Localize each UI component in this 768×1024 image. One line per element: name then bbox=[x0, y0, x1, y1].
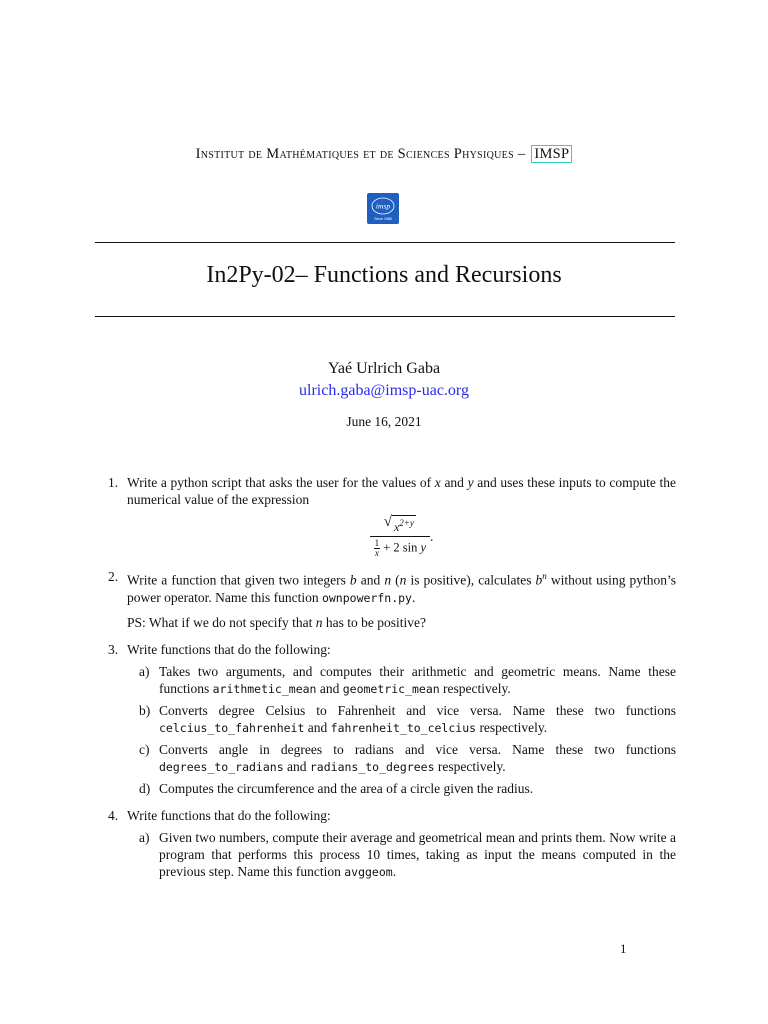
item-number: 2. bbox=[108, 569, 119, 584]
code-snippet: radians_to_degrees bbox=[309, 759, 435, 774]
item-text bbox=[127, 568, 676, 607]
formula-numerator bbox=[380, 514, 420, 536]
math-var: n bbox=[399, 572, 407, 588]
sub-item-d bbox=[127, 780, 676, 797]
institute-header bbox=[0, 146, 768, 163]
text-segment: without using python’s power operator. Name this function bbox=[127, 572, 677, 605]
sub-item-label: a) bbox=[139, 663, 150, 679]
math-var: n bbox=[315, 614, 323, 630]
text-segment: is positive), calculates bbox=[410, 572, 532, 588]
item-text bbox=[127, 474, 676, 508]
text-segment: has to be positive? bbox=[325, 614, 426, 630]
page-title: In2Py-02– Functions and Recursions bbox=[206, 262, 562, 288]
sub-item-text bbox=[159, 741, 676, 776]
imsp-link[interactable]: IMSP bbox=[531, 145, 572, 163]
bottom-rule bbox=[95, 316, 675, 317]
small-frac-den: x bbox=[374, 548, 379, 558]
svg-text:Since 1988: Since 1988 bbox=[374, 217, 392, 221]
sub-item-c bbox=[127, 741, 676, 776]
page-number: 1 bbox=[620, 941, 627, 956]
top-rule bbox=[95, 242, 675, 243]
sub-item-label: c) bbox=[139, 741, 150, 757]
item-number: 4. bbox=[108, 807, 119, 823]
text-segment: Converts angle in degrees to radians and vice versa. Name these two functions bbox=[159, 741, 676, 757]
small-fraction bbox=[374, 539, 381, 558]
code-snippet: ownpowerfn.py bbox=[321, 590, 412, 605]
item-ps-note bbox=[127, 614, 676, 631]
formula-denominator bbox=[370, 536, 430, 558]
sub-item-list bbox=[127, 829, 676, 881]
math-exponent: n bbox=[542, 571, 547, 581]
formula-den-text: + 2 sin bbox=[383, 540, 418, 555]
text-segment: respectively. bbox=[437, 758, 506, 774]
exercise-item-4 bbox=[108, 807, 676, 881]
sub-item-b bbox=[127, 702, 676, 737]
sub-item-a bbox=[127, 663, 676, 698]
code-snippet: geometric_mean bbox=[342, 681, 440, 696]
math-var: b bbox=[349, 572, 357, 588]
text-segment: PS: What if we do not specify that bbox=[127, 614, 313, 630]
sqrt-expression bbox=[384, 515, 416, 534]
text-segment: . bbox=[392, 863, 397, 879]
item-text: Write functions that do the following: bbox=[127, 807, 331, 823]
sub-item-label: a) bbox=[139, 829, 150, 845]
text-segment: and bbox=[307, 719, 328, 735]
formula-exponent: 2+y bbox=[399, 518, 414, 528]
text-segment: and bbox=[319, 680, 340, 696]
math-formula bbox=[127, 514, 676, 558]
institute-name: Institut de Mathématiques et de Sciences Physiques – bbox=[195, 146, 526, 162]
text-segment: . bbox=[411, 589, 416, 605]
sub-item-list bbox=[127, 663, 676, 797]
math-var: x bbox=[434, 475, 441, 490]
text-segment: and bbox=[360, 572, 381, 588]
author-email-row bbox=[0, 382, 768, 400]
math-var: y bbox=[467, 475, 474, 490]
item-number: 1. bbox=[108, 475, 119, 490]
text-segment: and bbox=[444, 475, 464, 490]
sub-item-text bbox=[159, 829, 676, 881]
code-snippet: avggeom bbox=[344, 864, 393, 879]
sqrt-sign: √ bbox=[383, 514, 392, 530]
sub-item-a bbox=[127, 829, 676, 881]
sub-item-text bbox=[159, 702, 676, 737]
formula-trailing-period: . bbox=[430, 528, 434, 544]
document-date: June 16, 2021 bbox=[346, 414, 422, 429]
text-segment: respectively. bbox=[443, 680, 511, 696]
sub-item-label: d) bbox=[139, 780, 151, 796]
item-text: Write functions that do the following: bbox=[127, 641, 331, 657]
exercise-list bbox=[108, 474, 676, 891]
author-name: Yaé Urlrich Gaba bbox=[327, 360, 441, 377]
formula-den-var: y bbox=[420, 540, 427, 555]
small-frac-num: 1 bbox=[374, 538, 380, 548]
sub-item-text bbox=[159, 663, 676, 698]
formula-fraction bbox=[370, 514, 430, 558]
text-segment: ( bbox=[395, 572, 400, 588]
code-snippet: fahrenheit_to_celcius bbox=[330, 720, 477, 735]
text-segment: and uses these inputs to compute the numerical value of the expression bbox=[127, 475, 677, 507]
math-var: n bbox=[384, 572, 392, 588]
code-snippet: degrees_to_radians bbox=[159, 759, 284, 774]
code-snippet: celcius_to_fahrenheit bbox=[159, 720, 305, 735]
text-segment: Write a function that given two integers bbox=[127, 572, 346, 588]
sub-item-text: Computes the circumference and the area of a circle given the radius. bbox=[159, 780, 534, 796]
formula-radicand: x bbox=[393, 520, 400, 534]
math-var: b bbox=[535, 572, 543, 588]
svg-text:imsp: imsp bbox=[375, 201, 391, 211]
sub-item-label: b) bbox=[139, 702, 151, 718]
text-segment: Takes two arguments, and computes their arithmetic and geometric means. Name these functions bbox=[159, 663, 676, 696]
exercise-item-3 bbox=[108, 641, 676, 797]
text-segment: Write a python script that asks the user for the values of bbox=[127, 475, 432, 490]
text-segment: and bbox=[287, 758, 307, 774]
author-email-link[interactable]: ulrich.gaba@imsp-uac.org bbox=[299, 382, 469, 399]
text-segment: respectively. bbox=[479, 719, 548, 735]
text-segment: Converts degree Celsius to Fahrenheit and vice versa. Name these two functions bbox=[159, 702, 676, 718]
imsp-logo bbox=[367, 193, 399, 224]
exercise-item-2 bbox=[108, 568, 676, 631]
text-segment: Given two numbers, compute their average and geometrical mean and prints them. Now write a program that performs this process 10 times, taking as input the means computed in the previous step. Name this function bbox=[159, 829, 676, 879]
item-number: 3. bbox=[108, 641, 119, 657]
code-snippet: arithmetic_mean bbox=[212, 681, 317, 696]
exercise-item-1 bbox=[108, 474, 676, 558]
